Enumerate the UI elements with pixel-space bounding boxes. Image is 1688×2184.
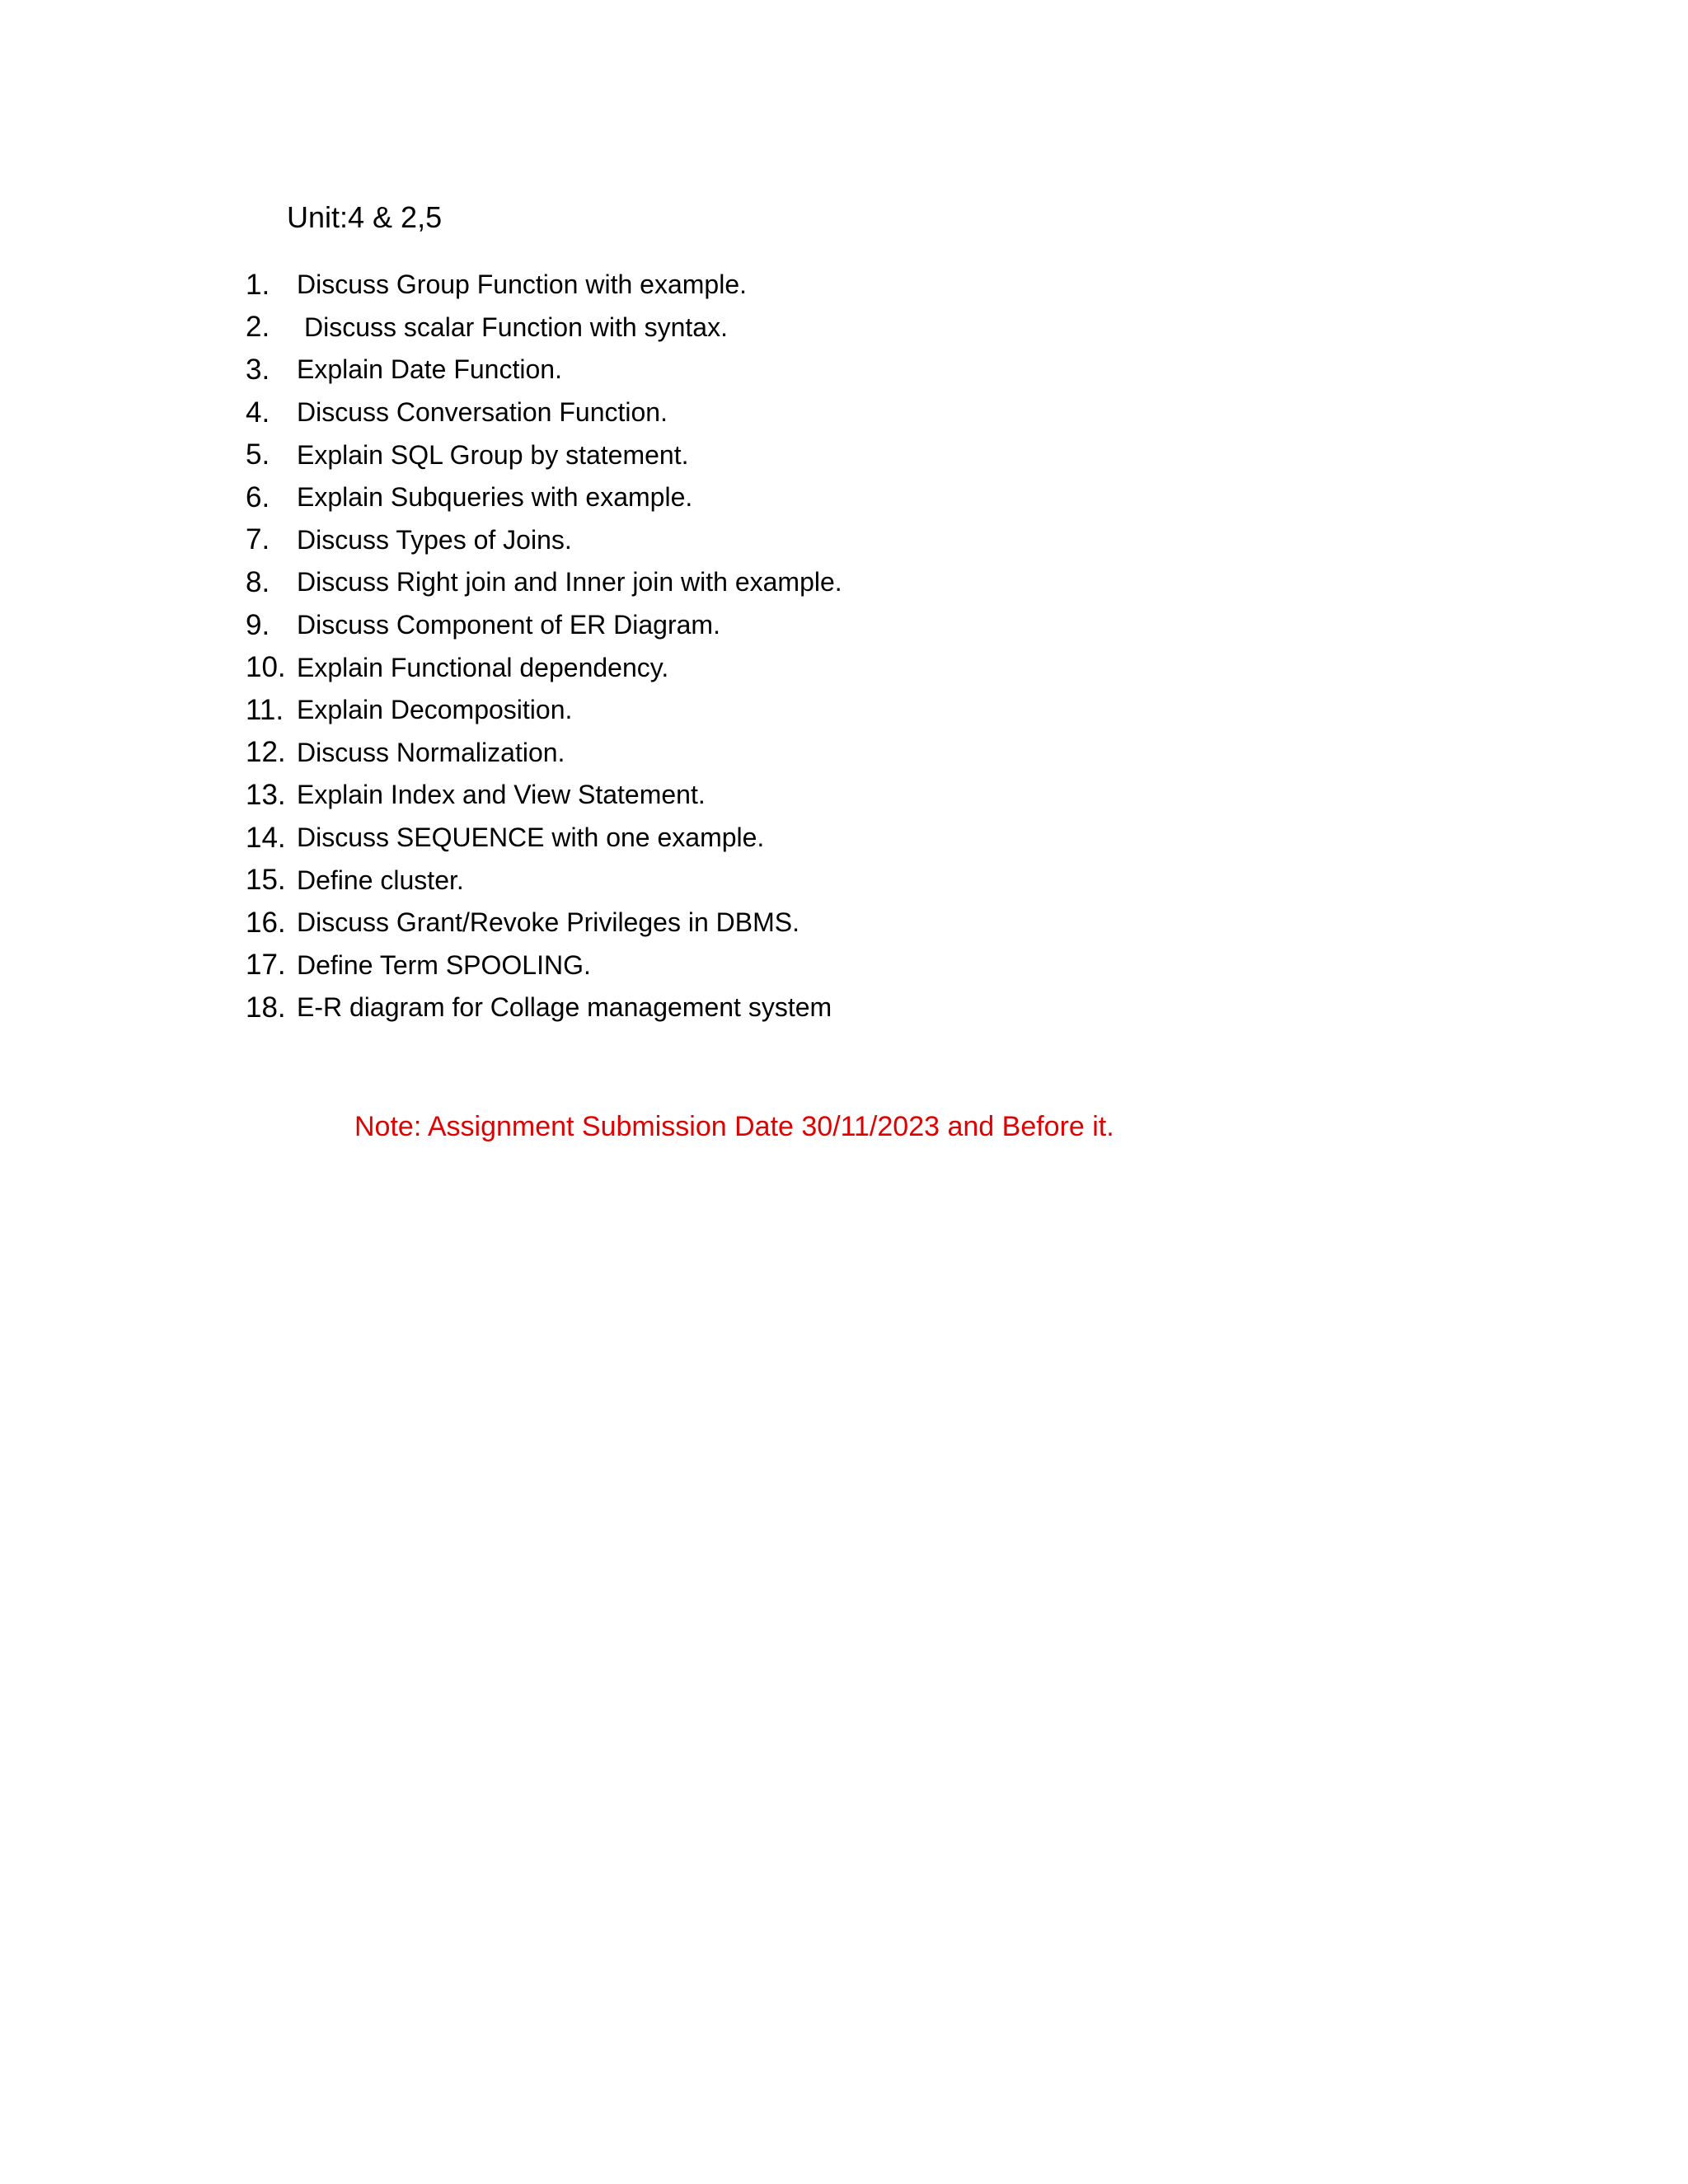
question-item [246, 604, 842, 647]
question-number: 9. [246, 608, 270, 641]
question-text: Discuss Types of Joins. [297, 524, 572, 555]
question-text: Discuss Component of ER Diagram. [297, 610, 720, 640]
question-item [246, 349, 842, 391]
question-number: 18. [246, 991, 286, 1024]
question-text: Discuss Group Function with example. [297, 269, 747, 300]
question-number: 8. [246, 565, 270, 598]
question-text: Explain Functional dependency. [297, 652, 669, 682]
question-item [246, 859, 842, 902]
question-item [246, 902, 842, 944]
question-item [246, 434, 842, 476]
question-item [246, 646, 842, 689]
submission-note: Note: Assignment Submission Date 30/11/2023 and Before it. [354, 1111, 1114, 1142]
question-number: 6. [246, 480, 270, 513]
question-number: 11. [246, 693, 284, 726]
question-text: Explain Date Function. [297, 354, 562, 385]
question-text: Discuss Grant/Revoke Privileges in DBMS. [297, 907, 799, 938]
question-text: Define Term SPOOLING. [297, 949, 591, 980]
question-number: 10. [246, 651, 286, 684]
question-number: 13. [246, 778, 286, 811]
question-item [246, 944, 842, 987]
question-item [246, 689, 842, 732]
question-item [246, 307, 842, 349]
question-text: Discuss scalar Function with syntax. [304, 312, 728, 342]
question-text: E-R diagram for Collage management system [297, 992, 832, 1023]
question-number: 14. [246, 821, 286, 854]
question-number: 2. [246, 311, 270, 344]
question-text: Explain Decomposition. [297, 695, 573, 725]
question-number: 4. [246, 396, 270, 429]
question-number: 15. [246, 864, 286, 897]
question-text: Define cluster. [297, 865, 464, 895]
question-number: 1. [246, 268, 270, 301]
question-number: 17. [246, 949, 286, 982]
question-number: 16. [246, 906, 286, 939]
question-text: Discuss Conversation Function. [297, 397, 668, 428]
question-item [246, 774, 842, 817]
question-item [246, 264, 842, 307]
question-text: Discuss Right join and Inner join with example. [297, 567, 842, 598]
question-list [246, 264, 842, 1029]
question-text: Discuss Normalization. [297, 737, 565, 767]
unit-heading: Unit:4 & 2,5 [287, 200, 443, 234]
question-number: 3. [246, 353, 270, 386]
question-item [246, 987, 842, 1029]
question-item [246, 817, 842, 860]
question-text: Discuss SEQUENCE with one example. [297, 823, 765, 853]
question-text: Explain Index and View Statement. [297, 780, 706, 810]
question-item [246, 561, 842, 604]
question-item [246, 391, 842, 434]
question-text: Explain SQL Group by statement. [297, 439, 689, 470]
question-text: Explain Subqueries with example. [297, 482, 693, 513]
question-item [246, 476, 842, 519]
question-item [246, 519, 842, 562]
question-number: 7. [246, 523, 270, 556]
question-item [246, 732, 842, 775]
question-number: 5. [246, 438, 270, 471]
question-number: 12. [246, 736, 286, 769]
